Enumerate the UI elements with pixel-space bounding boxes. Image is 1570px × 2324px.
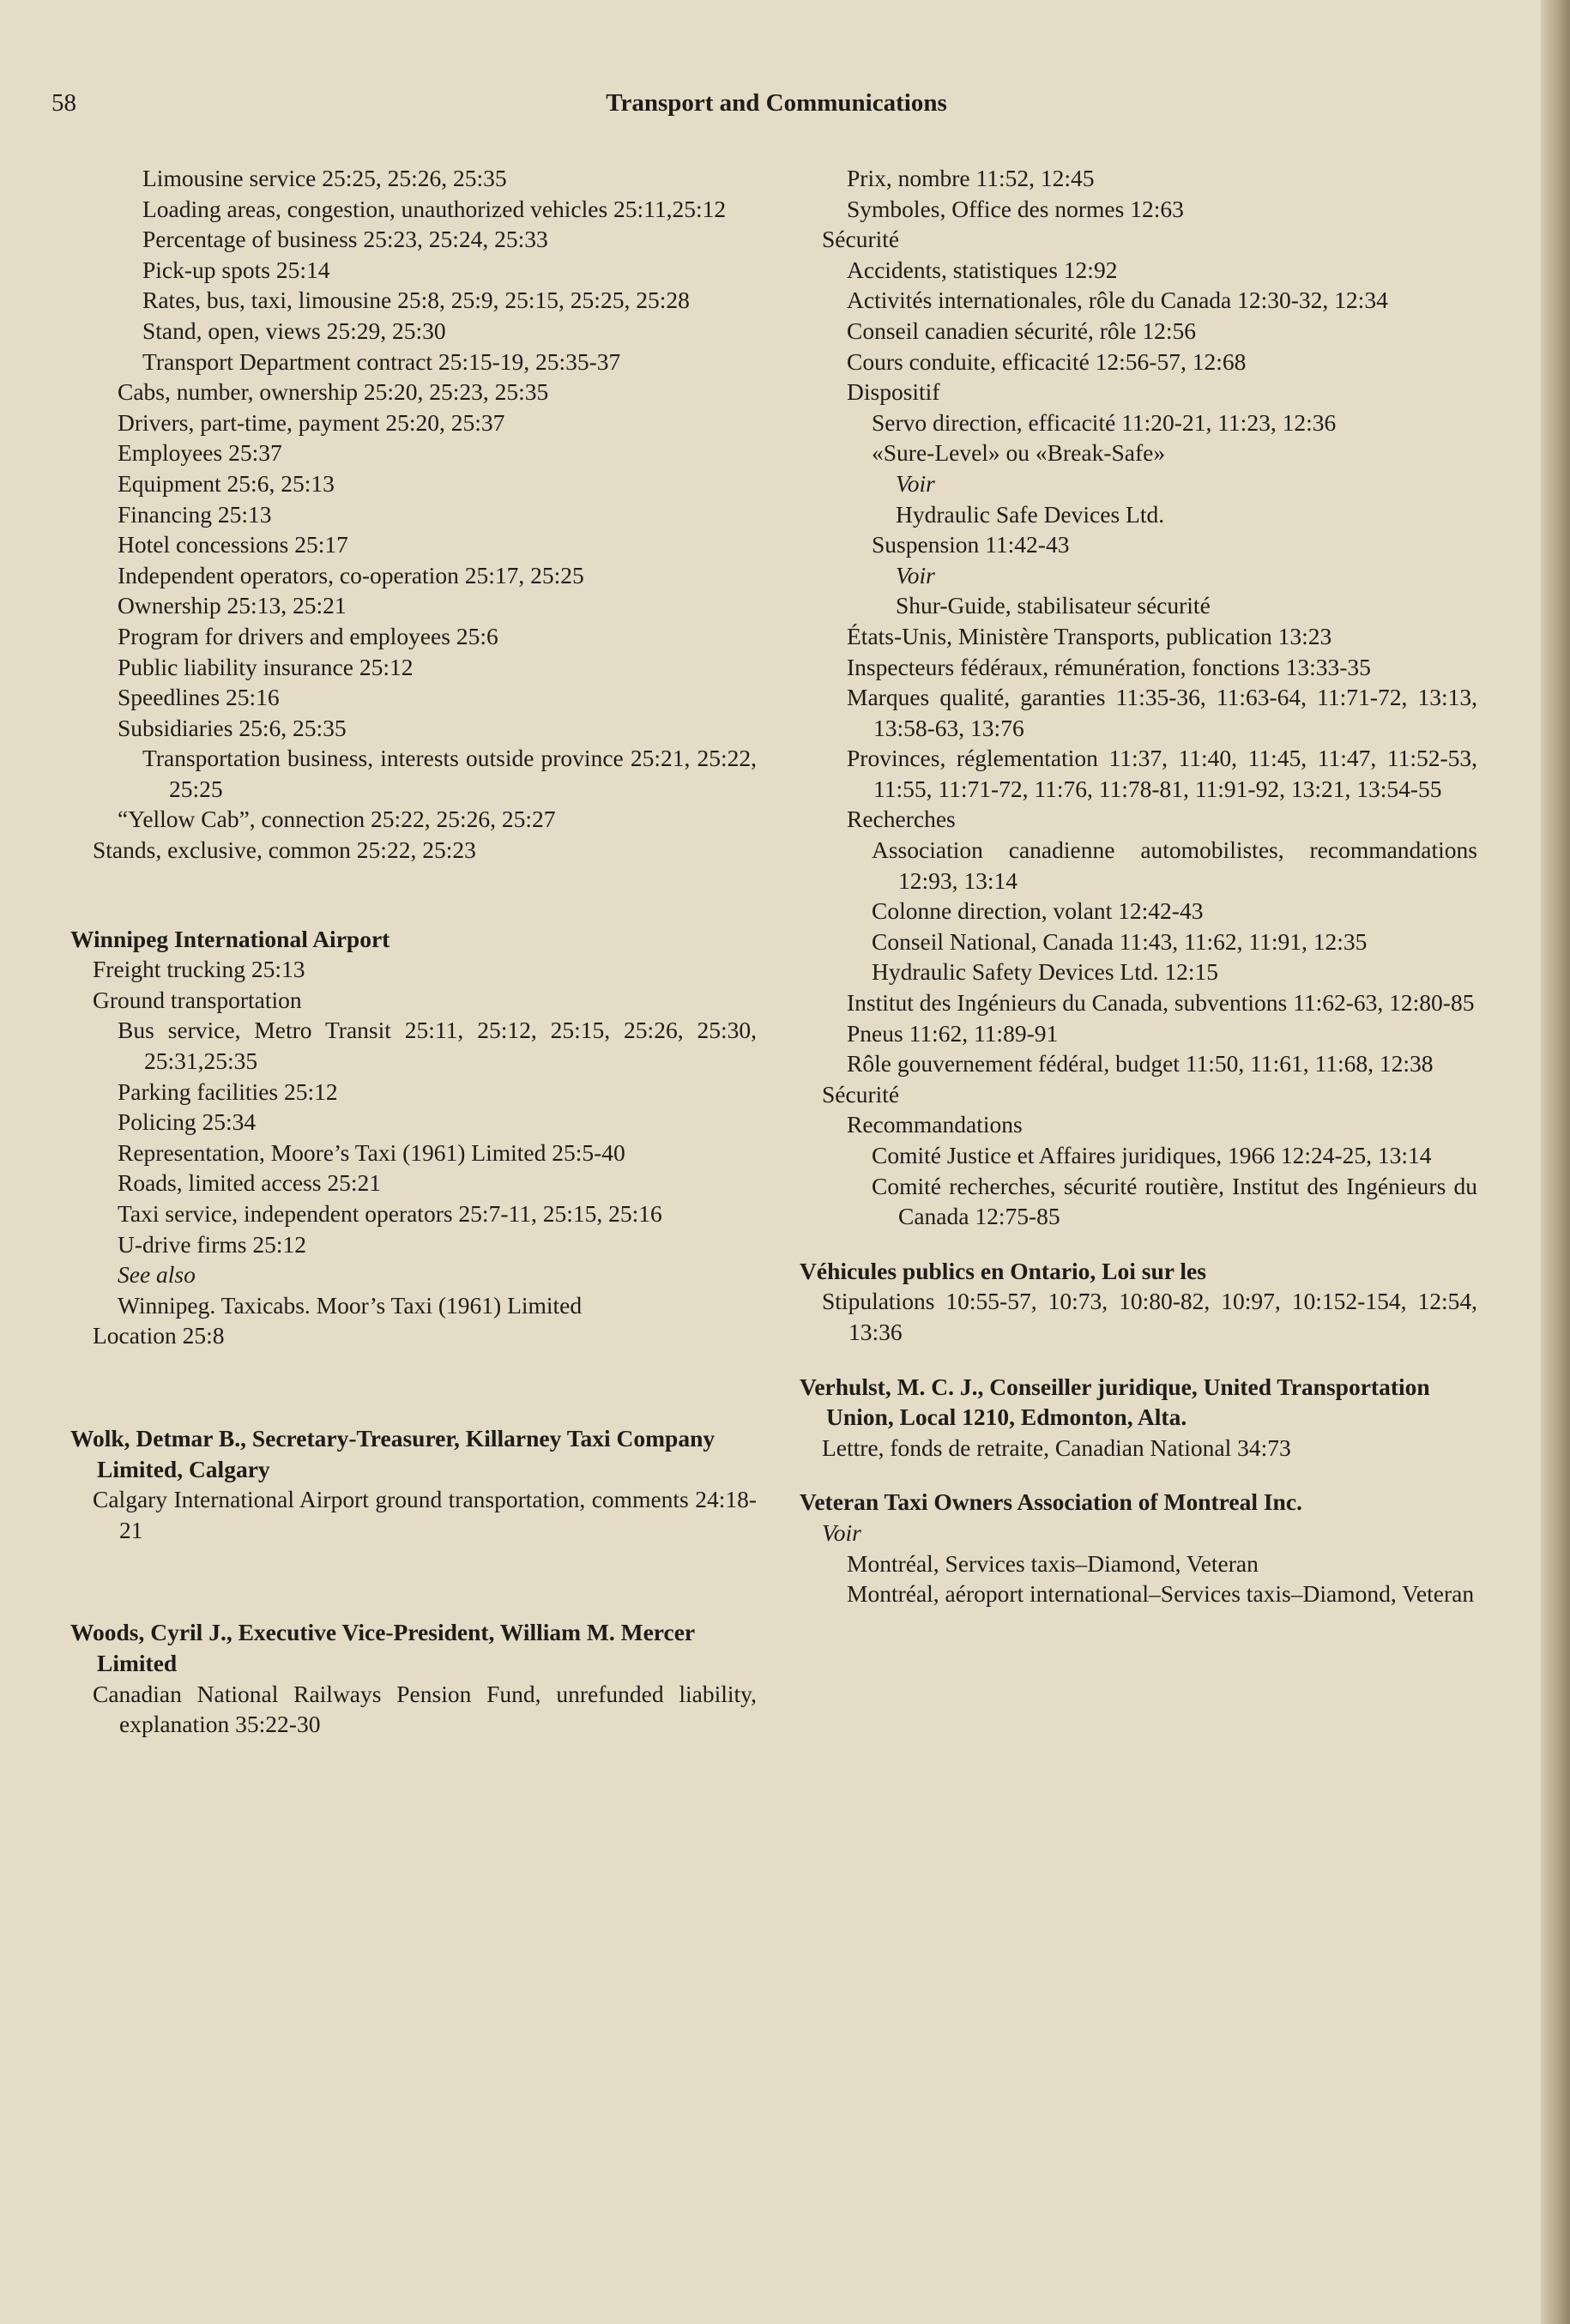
index-entry: Voir: [896, 469, 935, 497]
running-title: Transport and Communications: [606, 89, 947, 117]
index-entry: Policing 25:34: [118, 1108, 257, 1136]
index-entry: Drivers, part-time, payment 25:20, 25:37: [118, 408, 505, 436]
index-entry: Montréal, Services taxis–Diamond, Veteran: [847, 1549, 1259, 1577]
index-entry: Activités internationales, rôle du Canada 12:30-32, 12:34: [847, 287, 1388, 314]
index-entry: Voir: [822, 1518, 861, 1546]
index-entry: Ground transportation: [93, 986, 302, 1013]
index-entry: Stands, exclusive, common 25:22, 25:23: [93, 836, 476, 864]
entry-spacer: [800, 1348, 1477, 1372]
index-heading: Wolk, Detmar B., Secretary-Treasurer, Killarney Taxi Company Limited, Calgary: [70, 1424, 716, 1482]
index-entry: Public liability insurance 25:12: [118, 653, 414, 680]
index-entry: Bus service, Metro Transit 25:11, 25:12, 25:15, 25:26, 25:30, 25:31,25:35: [118, 1017, 757, 1075]
index-entry: Sécurité: [822, 226, 900, 253]
index-entry: Financing 25:13: [118, 500, 272, 528]
index-entry: Colonne direction, volant 12:42-43: [872, 897, 1204, 925]
index-entry: Winnipeg. Taxicabs. Moor’s Taxi (1961) Limited: [118, 1291, 583, 1319]
index-entry: Comité Justice et Affaires juridiques, 1966 12:24-25, 13:14: [872, 1142, 1432, 1168]
index-entry: Employees 25:37: [118, 439, 282, 467]
index-entry: Accidents, statistiques 12:92: [847, 256, 1118, 283]
index-entry: Ownership 25:13, 25:21: [118, 592, 347, 619]
index-entry: “Yellow Cab”, connection 25:22, 25:26, 25:27: [118, 806, 556, 833]
index-entry: Servo direction, efficacité 11:20-21, 11:23, 12:36: [872, 408, 1337, 436]
index-entry: Program for drivers and employees 25:6: [118, 622, 498, 649]
index-entry: Suspension 11:42-43: [872, 531, 1070, 558]
index-entry: Sécurité: [822, 1080, 900, 1108]
index-entry: Limousine service 25:25, 25:26, 25:35: [142, 165, 507, 191]
index-entry: Cabs, number, ownership 25:20, 25:23, 25:35: [118, 378, 549, 406]
entry-spacer: [70, 1545, 757, 1617]
index-entry: Inspecteurs fédéraux, rémunération, fonctions 13:33-35: [847, 653, 1371, 680]
index-entry: Institut des Ingénieurs du Canada, subventions 11:62-63, 12:80-85: [847, 989, 1475, 1017]
index-entry: U-drive firms 25:12: [118, 1230, 306, 1258]
page-number: 58: [51, 89, 76, 117]
index-entry: Voir: [896, 561, 935, 589]
index-entry: Cours conduite, efficacité 12:56-57, 12:68: [847, 347, 1247, 375]
index-entry: Percentage of business 25:23, 25:24, 25:33: [142, 226, 548, 253]
entry-spacer: [800, 1463, 1477, 1487]
index-entry: Speedlines 25:16: [118, 684, 280, 711]
index-entry: Hotel concessions 25:17: [118, 531, 348, 558]
index-heading: Winnipeg International Airport: [70, 925, 390, 952]
index-heading: Woods, Cyril J., Executive Vice-President, William M. Mercer Limited: [70, 1619, 695, 1676]
index-entry: Taxi service, independent operators 25:7-11, 25:15, 25:16: [118, 1200, 662, 1227]
index-entry: Marques qualité, garanties 11:35-36, 11:63-64, 11:71-72, 13:13, 13:58-63, 13:76: [847, 684, 1477, 741]
index-entry: Subsidiaries 25:6, 25:35: [118, 714, 347, 741]
index-entry: Dispositif: [847, 378, 940, 406]
index-entry: Parking facilities 25:12: [118, 1077, 338, 1105]
index-entry: Pick-up spots 25:14: [142, 256, 330, 283]
index-entry: Freight trucking 25:13: [93, 956, 305, 983]
index-entry: Stipulations 10:55-57, 10:73, 10:80-82, 10:97, 10:152-154, 12:54, 13:36: [822, 1288, 1477, 1345]
index-entry: Calgary International Airport ground transportation, comments 24:18-21: [93, 1486, 757, 1543]
index-entry: Hydraulic Safe Devices Ltd.: [896, 500, 1165, 528]
index-entry: Recherches: [847, 806, 956, 833]
index-entry: Conseil canadien sécurité, rôle 12:56: [847, 317, 1197, 344]
index-heading: Veteran Taxi Owners Association of Montreal Inc.: [800, 1488, 1302, 1516]
index-entry: «Sure-Level» ou «Break-Safe»: [872, 439, 1166, 467]
index-entry: Prix, nombre 11:52, 12:45: [847, 165, 1095, 191]
index-entry: Canadian National Railways Pension Fund, unrefunded liability, explanation 35:22-30: [93, 1680, 757, 1738]
index-entry: Conseil National, Canada 11:43, 11:62, 11:91, 12:35: [872, 927, 1368, 955]
index-entry: Representation, Moore’s Taxi (1961) Limited 25:5-40: [118, 1138, 625, 1166]
index-entry: Recommandations: [847, 1111, 1023, 1138]
index-entry: Provinces, réglementation 11:37, 11:40, 11:45, 11:47, 11:52-53, 11:55, 11:71-72, 11:76, 11:78-81, 11:91-92, 13:21, 13:54-55: [847, 745, 1477, 802]
index-entry: Symboles, Office des normes 12:63: [847, 195, 1184, 222]
index-entry: États-Unis, Ministère Transports, publication 13:23: [847, 622, 1332, 649]
index-entry: Montréal, aéroport international–Services taxis–Diamond, Veteran: [847, 1580, 1475, 1608]
index-entry: Association canadienne automobilistes, recommandations 12:93, 13:14: [872, 836, 1477, 894]
index-entry: Transport Department contract 25:15-19, 25:35-37: [142, 347, 621, 375]
entry-spacer: [70, 1351, 757, 1423]
index-entry: Equipment 25:6, 25:13: [118, 469, 335, 497]
entry-spacer: [70, 866, 757, 924]
index-entry: See also: [118, 1261, 196, 1289]
index-entry: Lettre, fonds de retraite, Canadian National 34:73: [822, 1434, 1291, 1461]
page-header: [51, 89, 1501, 124]
index-entry: Independent operators, co-operation 25:17, 25:25: [118, 561, 584, 589]
index-entry: Shur-Guide, stabilisateur sécurité: [896, 592, 1211, 619]
index-heading: Véhicules publics en Ontario, Loi sur les: [800, 1257, 1206, 1284]
index-heading: Verhulst, M. C. J., Conseiller juridique, United Transportation Union, Local 1210, Edmonton, Alta.: [800, 1373, 1430, 1431]
index-entry: Rates, bus, taxi, limousine 25:8, 25:9, 25:15, 25:25, 25:28: [142, 287, 690, 314]
index-column-left: [70, 163, 757, 1740]
index-entry: Comité recherches, sécurité routière, Institut des Ingénieurs du Canada 12:75-85: [872, 1172, 1477, 1230]
page-edge-shadow: [1541, 0, 1570, 2324]
index-entry: Pneus 11:62, 11:89-91: [847, 1019, 1059, 1047]
index-entry: Stand, open, views 25:29, 25:30: [142, 317, 446, 344]
index-entry: Rôle gouvernement fédéral, budget 11:50, 11:61, 11:68, 12:38: [847, 1050, 1434, 1077]
index-entry: Location 25:8: [93, 1322, 225, 1349]
index-entry: Transportation business, interests outside province 25:21, 25:22, 25:25: [142, 745, 757, 802]
entry-spacer: [800, 1232, 1477, 1256]
index-entry: Hydraulic Safety Devices Ltd. 12:15: [872, 958, 1218, 986]
index-entry: Roads, limited access 25:21: [118, 1169, 382, 1197]
index-column-right: [800, 163, 1477, 1609]
index-entry: Loading areas, congestion, unauthorized vehicles 25:11,25:12: [142, 195, 727, 222]
